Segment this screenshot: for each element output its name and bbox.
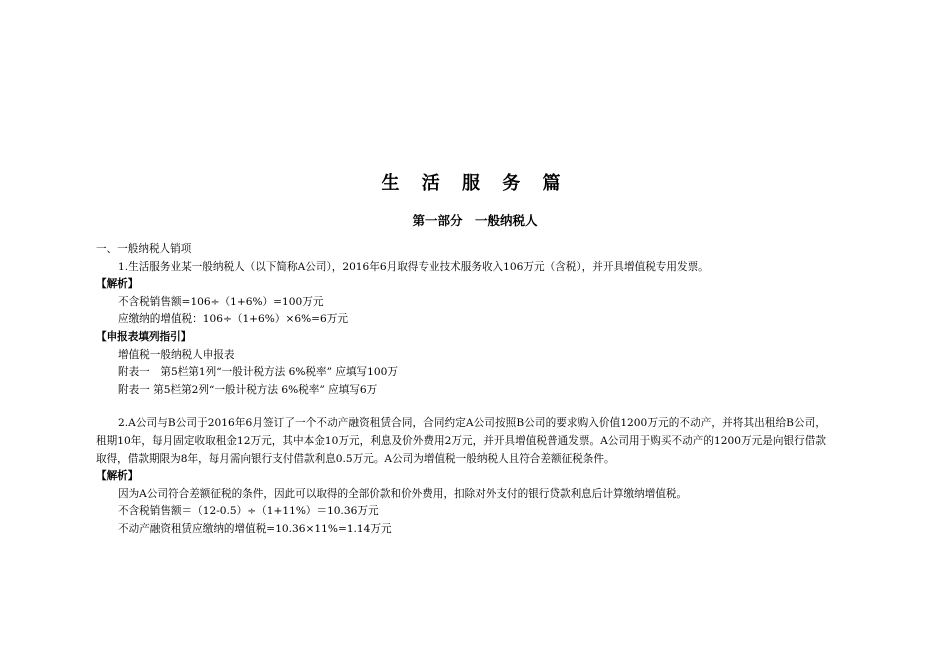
- section-heading: 一、一般纳税人销项: [96, 243, 192, 255]
- case1-analysis-line: 不含税销售额=106÷（1+6%）=100万元: [118, 295, 324, 308]
- page-title: 生 活 服 务 篇: [381, 173, 569, 194]
- page-subtitle: 第一部分 一般纳税人: [412, 213, 538, 228]
- case2-analysis-line: 不动产融资租赁应缴纳的增值税=10.36×11%=1.14万元: [118, 522, 392, 535]
- case1-analysis-line: 应缴纳的增值税：106÷（1+6%）×6%=6万元: [118, 313, 348, 326]
- case1-analysis-label: 【解析】: [96, 278, 139, 291]
- case1-guide-line: 附表一 第5栏第2列“一般计税方法 6%税率” 应填写6万: [118, 383, 378, 396]
- case1-guide-line: 增值税一般纳税人申报表: [118, 348, 235, 361]
- document-body: [96, 241, 826, 539]
- case2-analysis-line: 因为A公司符合差额征税的条件，因此可以取得的全部价款和价外费用，扣除对外支付的银行贷款利息后计算缴纳增值税。: [118, 487, 688, 500]
- case2-question: 2.A公司与B公司于2016年6月签订了一个不动产融资租赁合同，合同约定A公司按照B公司的要求购入价值1200万元的不动产，并将其出租给B公司，租期10年，每月固定收取租金12万元，其中本金10万元，利息及价外费用2万元，并开具增值税普通发票。A公司用于购买不动产的1200万元是向银行借款取得，借款期限为8年，每月需向银行支付借款利息0.5万元。A公司为增值税一般纳税人且符合差额征税条件。: [96, 417, 826, 465]
- case1-question: 1.生活服务业某一般纳税人（以下简称A公司），2016年6月取得专业技术服务收入106万元（含税），并开具增值税专用发票。: [118, 260, 709, 273]
- case1-guide-label: 【申报表填列指引】: [96, 330, 192, 343]
- case2-analysis-label: 【解析】: [96, 470, 139, 483]
- case1-guide-line: 附表一 第5栏第1列“一般计税方法 6%税率” 应填写100万: [118, 366, 398, 379]
- paragraph-gap: [96, 399, 826, 415]
- case2-analysis-line: 不含税销售额＝（12-0.5）÷（1+11%）＝10.36万元: [118, 505, 379, 518]
